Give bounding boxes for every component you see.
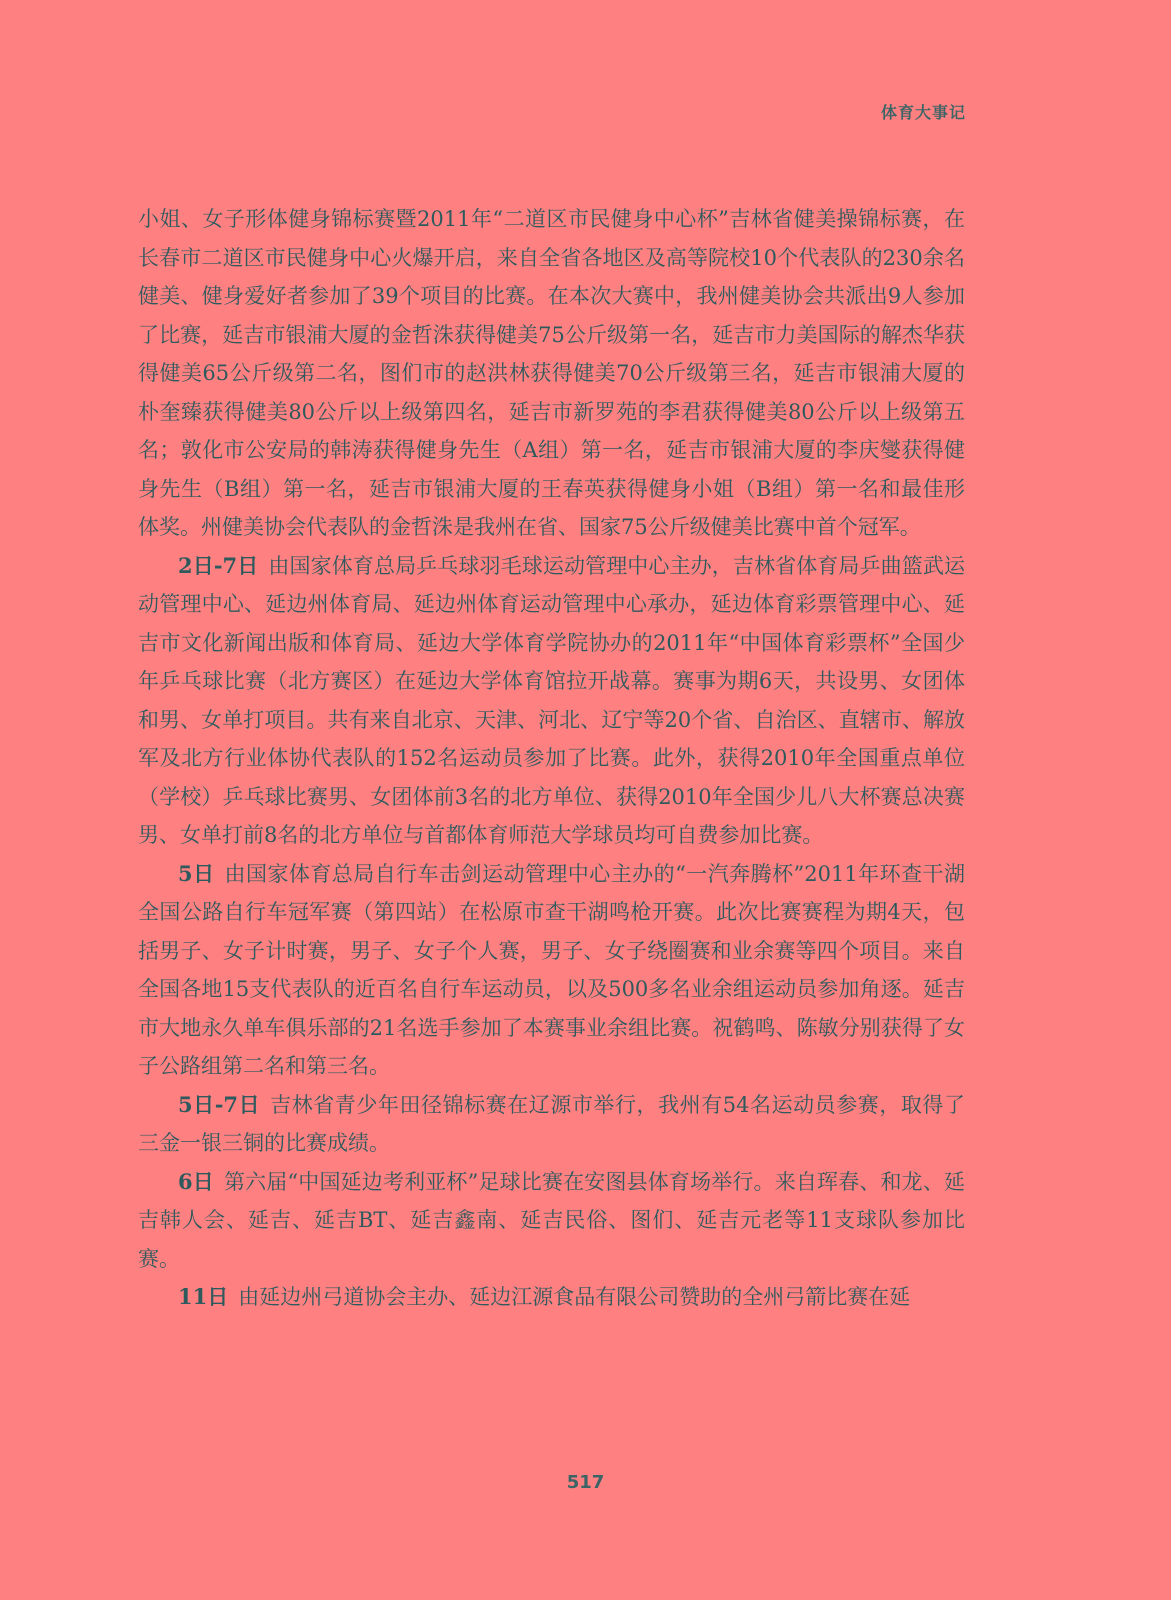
paragraph-text: 由国家体育总局乒乓球羽毛球运动管理中心主办，吉林省体育局乒曲篮武运动管理中心、延边州体育局、延边州体育运动管理中心承办，延边体育彩票管理中心、延吉市文化新闻出版和体育局、延边大学体育学院协办的2011年“中国体育彩票杯”全国少年乒乓球比赛（北方赛区）在延边大学体育馆拉开战幕。赛事为期6天，共设男、女团体和男、女单打项目。共有来自北京、天津、河北、辽宁等20个省、自治区、直辖市、解放军及北方行业体协代表队的152名运动员参加了比赛。此外，获得2010年全国重点单位（学校）乒乓球比赛男、女团体前3名的北方单位、获得2010年全国少儿八大杯赛总决赛男、女单打前8名的北方单位与首都体育师范大学球员均可自费参加比赛。 (138, 553, 965, 847)
paragraph-entry (138, 855, 965, 1086)
article-body (138, 200, 965, 1317)
running-header-title: 体育大事记 (880, 103, 966, 122)
paragraph-entry (138, 1278, 965, 1317)
paragraph-text: 小姐、女子形体健身锦标赛暨2011年“二道区市民健身中心杯”吉林省健美操锦标赛，在长春市二道区市民健身中心火爆开启，来自全省各地区及高等院校10个代表队的230余名健美、健身爱好者参加了39个项目的比赛。在本次大赛中，我州健美协会共派出9人参加了比赛，延吉市银浦大厦的金哲洙获得健美75公斤级第一名，延吉市力美国际的解杰华获得健美65公斤级第二名，图们市的赵洪林获得健美70公斤级第三名，延吉市银浦大厦的朴奎臻获得健美80公斤以上级第四名，延吉市新罗苑的李君获得健美80公斤以上级第五名；敦化市公安局的韩涛获得健身先生（A组）第一名，延吉市银浦大厦的李庆燮获得健身先生（B组）第一名，延吉市银浦大厦的王春英获得健身小姐（B组）第一名和最佳形体奖。州健美协会代表队的金哲洙是我州在省、国家75公斤级健美比赛中首个冠军。 (138, 207, 965, 539)
paragraph-text: 由延边州弓道协会主办、延边江源食品有限公司赞助的全州弓箭比赛在延 (238, 1285, 911, 1309)
entry-date: 11日 (178, 1284, 229, 1309)
paragraph-text: 第六届“中国延边考利亚杯”足球比赛在安图县体育场举行。来自珲春、和龙、延吉韩人会、延吉、延吉BT、延吉鑫南、延吉民俗、图们、延吉元老等11支球队参加比赛。 (138, 1169, 965, 1271)
paragraph-entry (138, 1086, 965, 1163)
paragraph-entry (138, 1163, 965, 1279)
entry-date: 5日 (178, 860, 215, 886)
paragraph-text: 由国家体育总局自行车击剑运动管理中心主办的“一汽奔腾杯”2011年环查干湖全国公路自行车冠军赛（第四站）在松原市查干湖鸣枪开赛。此次比赛赛程为期4天，包括男子、女子计时赛，男子、女子个人赛，男子、女子绕圈赛和业余赛等四个项目。来自全国各地15支代表队的近百名自行车运动员，以及500多名业余组运动员参加角逐。延吉市大地永久单车俱乐部的21名选手参加了本赛事业余组比赛。祝鹤鸣、陈敏分别获得了女子公路组第二名和第三名。 (138, 861, 965, 1078)
paragraph-text: 吉林省青少年田径锦标赛在辽源市举行，我州有54名运动员参赛，取得了三金一银三铜的比赛成绩。 (138, 1092, 965, 1155)
entry-date: 2日-7日 (178, 552, 259, 578)
entry-date: 6日 (178, 1168, 214, 1194)
page-number: 517 (566, 1472, 605, 1493)
paragraph-entry (138, 547, 965, 855)
entry-date: 5日-7日 (178, 1091, 261, 1117)
paragraph-continuation (138, 200, 965, 547)
